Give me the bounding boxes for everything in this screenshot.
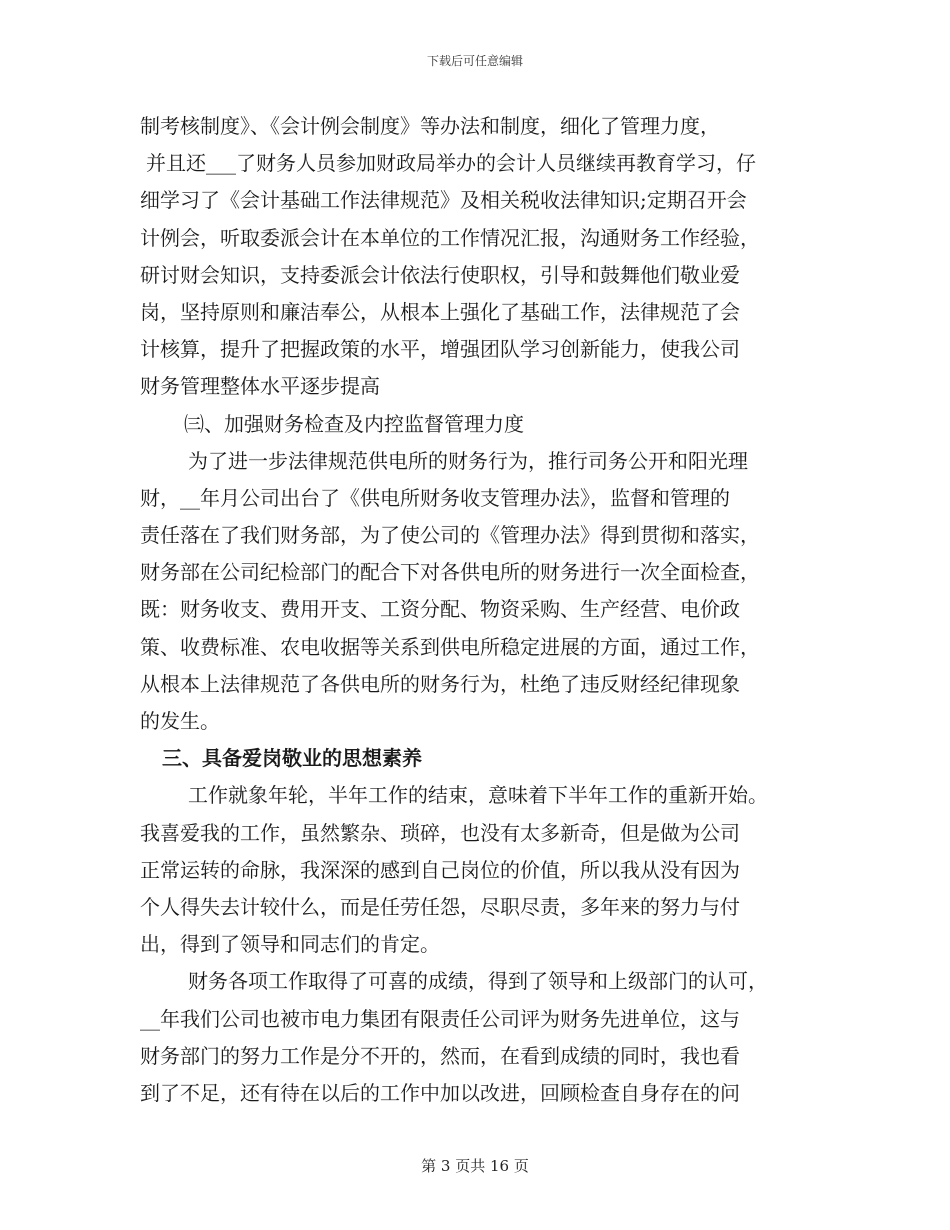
text-line: 为了进一步法律规范供电所的财务行为，推行司务公开和阳光理: [188, 448, 748, 473]
text-line: 责任落在了我们财务部，为了使公司的《管理办法》得到贯彻和落实，: [140, 523, 760, 548]
text-line: 财务管理整体水平逐步提高: [140, 374, 380, 399]
text-line: 既：财务收支、费用开支、工资分配、物资采购、生产经营、电价政: [140, 597, 740, 622]
text-line: 制考核制度》、《会计例会制度》等办法和制度，细化了管理力度，: [140, 114, 720, 138]
text-line: 到了不足，还有待在以后的工作中加以改进，回顾检查自身存在的问: [140, 1080, 740, 1105]
text-line: 我喜爱我的工作，虽然繁杂、琐碎，也没有太多新奇，但是做为公司: [140, 820, 740, 845]
text-line: 研讨财会知识，支持委派会计依法行使职权，引导和鼓舞他们敬业爱: [140, 262, 740, 287]
text-line: 财务部门的努力工作是分不开的，然而，在看到成绩的同时，我也看: [140, 1043, 740, 1068]
text-line: 出，得到了领导和同志们的肯定。: [140, 932, 440, 957]
section-subheading: ㈢、加强财务检查及内控监督管理力度: [184, 411, 524, 436]
text-line: 财务各项工作取得了可喜的成绩，得到了领导和上级部门的认可，: [188, 969, 768, 994]
text-line: 策、收费标准、农电收据等关系到供电所稳定进展的方面，通过工作，: [140, 634, 760, 659]
page-header: 下载后可任意编辑: [426, 54, 523, 68]
text-line: 计例会，听取委派会计在本单位的工作情况汇报，沟通财务工作经验，: [140, 225, 760, 250]
text-line: 财，__年月公司出台了《供电所财务收支管理办法》，监督和管理的: [140, 485, 730, 510]
text-line: 并且还___了财务人员参加财政局举办的会计人员继续再教育学习，仔: [146, 151, 756, 176]
text-line: 正常运转的命脉，我深深的感到自己岗位的价值，所以我从没有因为: [140, 857, 740, 882]
text-line: 的发生。: [140, 709, 220, 733]
text-line: 岗，坚持原则和廉洁奉公，从根本上强化了基础工作，法律规范了会: [140, 299, 740, 324]
text-line: __年我们公司也被市电力集团有限责任公司评为财务先进单位，这与: [140, 1006, 740, 1031]
body-text: [140, 108, 812, 1112]
text-line: 财务部在公司纪检部门的配合下对各供电所的财务进行一次全面检查，: [140, 560, 760, 585]
section-heading: 三、具备爱岗敬业的思想素养: [162, 746, 422, 771]
text-line: 工作就象年轮，半年工作的结束，意味着下半年工作的重新开始。: [188, 783, 768, 808]
text-line: 个人得失去计较什么，而是任劳任怨，尽职尽责，多年来的努力与付: [140, 894, 740, 919]
text-line: 从根本上法律规范了各供电所的财务行为，杜绝了违反财经纪律现象: [140, 671, 740, 696]
page-number: 第 3 页共 16 页: [421, 1157, 529, 1175]
text-line: 计核算，提升了把握政策的水平，增强团队学习创新能力，使我公司: [140, 337, 740, 362]
text-line: 细学习了《会计基础工作法律规范》及相关税收法律知识;定期召开会: [140, 188, 747, 213]
